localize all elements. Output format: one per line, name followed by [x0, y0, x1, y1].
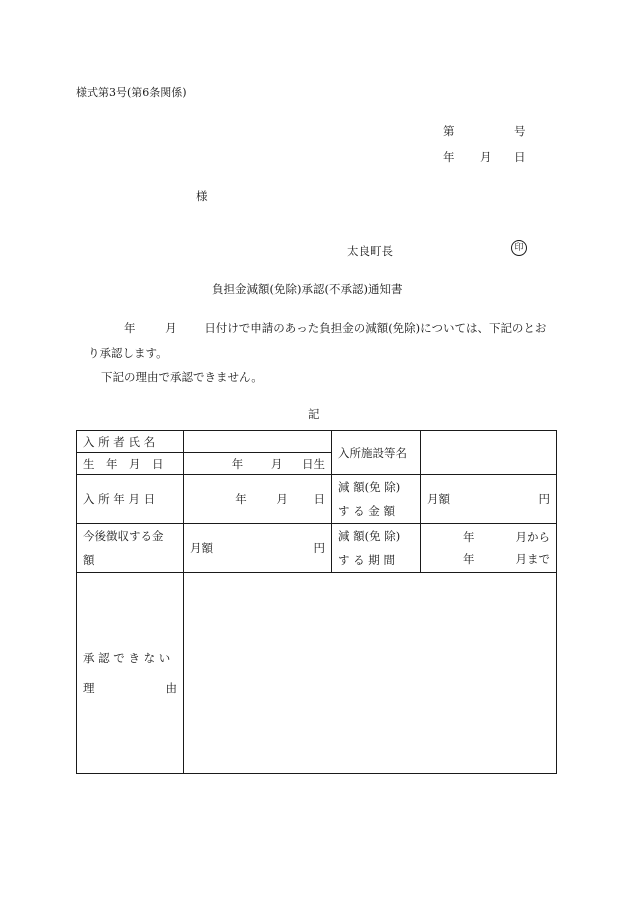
reason-label-2a: 理 [83, 681, 95, 695]
period-to-month: 月まで [515, 552, 550, 566]
birth-label-cell [77, 453, 184, 475]
admission-day-label: 日 [313, 492, 325, 506]
period-to-year: 年 [463, 552, 475, 566]
recipient-honorific: 様 [196, 189, 208, 203]
future-label-2: 額 [83, 553, 95, 567]
admission-year-label: 年 [235, 492, 247, 506]
reason-value-cell [184, 573, 557, 774]
admission-month-label: 月 [276, 492, 288, 506]
issuer-title: 太良町長 [347, 244, 393, 258]
birth-label: 生 年 月 日 [83, 456, 164, 471]
facility-label-cell [332, 431, 421, 475]
ki-heading: 記 [308, 407, 320, 421]
number-label-dai: 第 [443, 124, 455, 138]
reduction-period-value-cell [421, 524, 557, 573]
date-month-label: 月 [480, 150, 492, 164]
body-month-label: 月 [165, 321, 177, 335]
facility-label: 入所施設等名 [338, 445, 407, 460]
body-paragraph-line1 [88, 320, 546, 336]
reduction-amount-label-1: 減 額(免 除) [338, 480, 401, 494]
admission-label-cell [77, 475, 184, 524]
seal-icon: 印 [511, 240, 527, 256]
reason-label-2b: 由 [165, 681, 177, 695]
admission-label: 入 所 年 月 日 [83, 492, 156, 506]
table-row [77, 431, 557, 453]
birth-month-label: 月 [270, 456, 283, 471]
reduction-period-label-2: す る 期 間 [338, 553, 395, 567]
table-row [77, 475, 557, 524]
future-label-1: 今後徴収する金 [83, 529, 164, 543]
future-yen-label: 円 [313, 541, 325, 555]
table-row [77, 573, 557, 774]
monthly-label: 月額 [427, 492, 450, 506]
number-label-go: 号 [514, 124, 526, 138]
future-value-cell [184, 524, 332, 573]
facility-value-cell [421, 431, 557, 475]
reduction-amount-label-2: す る 金 額 [338, 504, 395, 518]
admission-value-cell [184, 475, 332, 524]
document-title: 負担金減額(免除)承認(不承認)通知書 [212, 282, 403, 296]
date-day-label: 日 [514, 150, 526, 164]
reason-label-1: 承 認 で き な い [83, 651, 171, 665]
reduction-amount-value-cell [421, 475, 557, 524]
reason-label-2 [83, 673, 177, 703]
reduction-period-label-1: 減 額(免 除) [338, 529, 401, 543]
period-from-year: 年 [463, 530, 475, 544]
birth-value-cell [184, 453, 332, 475]
future-label-cell [77, 524, 184, 573]
birth-year-label: 年 [231, 456, 244, 471]
body-text1: 日付けで申請のあった負担金の減額(免除)については、下記のとお [204, 321, 547, 335]
table-row [77, 524, 557, 573]
form-number: 様式第3号(第6条関係) [76, 86, 187, 99]
period-from-month: 月から [515, 530, 550, 544]
reduction-amount-label-cell [332, 475, 421, 524]
details-table [76, 430, 557, 774]
yen-label: 円 [538, 492, 550, 506]
name-label-cell [77, 431, 184, 453]
birth-day-label: 日生 [302, 456, 325, 471]
body-paragraph-line3: 下記の理由で承認できません。 [101, 370, 263, 384]
reduction-period-label-cell [332, 524, 421, 573]
date-year-label: 年 [443, 150, 455, 164]
body-paragraph-line2: り承認します。 [88, 346, 168, 360]
name-value-cell [184, 431, 332, 453]
body-year-label: 年 [124, 321, 136, 335]
reason-label-cell [77, 573, 184, 774]
name-label: 入 所 者 氏 名 [83, 434, 156, 449]
future-monthly-label: 月額 [190, 541, 213, 555]
